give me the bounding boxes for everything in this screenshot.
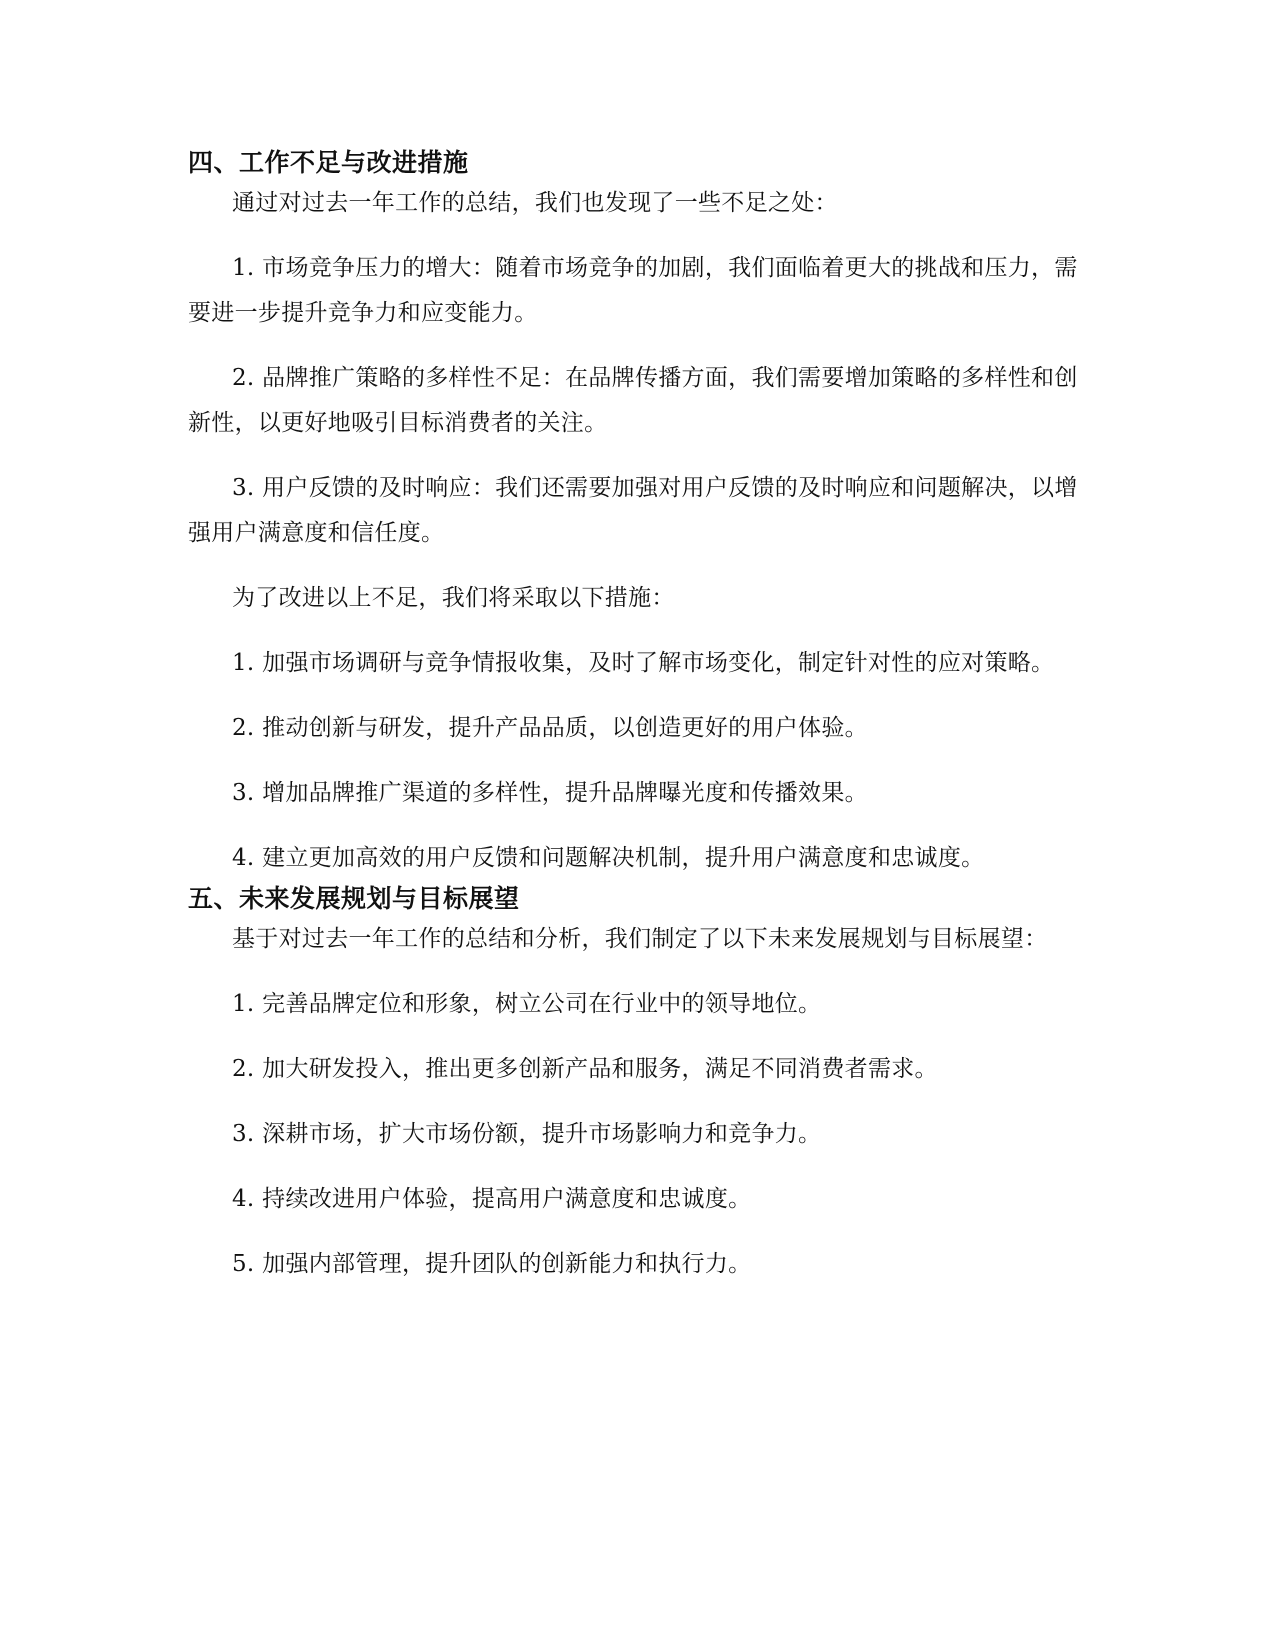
- paragraph-plan-2: 2. 加大研发投入，推出更多创新产品和服务，满足不同消费者需求。: [232, 1056, 938, 1082]
- paragraph-plan-3: 3. 深耕市场，扩大市场份额，提升市场影响力和竞争力。: [232, 1121, 822, 1147]
- paragraph-shortcoming-2: 2. 品牌推广策略的多样性不足：在品牌传播方面，我们需要增加策略的多样性和创新性，以更好地吸引目标消费者的关注。: [188, 365, 1078, 436]
- paragraph-intro: 通过对过去一年工作的总结，我们也发现了一些不足之处：: [232, 190, 838, 216]
- paragraph-shortcoming-1: 1. 市场竞争压力的增大：随着市场竞争的加剧，我们面临着更大的挑战和压力，需要进一步提升竞争力和应变能力。: [188, 255, 1078, 326]
- paragraph-measure-3: 3. 增加品牌推广渠道的多样性，提升品牌曝光度和传播效果。: [232, 780, 868, 806]
- section-heading-shortcomings: 四、工作不足与改进措施: [188, 148, 469, 177]
- document-body: [188, 145, 1088, 1287]
- paragraph-shortcoming-3: 3. 用户反馈的及时响应：我们还需要加强对用户反馈的及时响应和问题解决，以增强用户满意度和信任度。: [188, 475, 1078, 546]
- paragraph-measures-intro: 为了改进以上不足，我们将采取以下措施：: [232, 585, 675, 611]
- paragraph-measure-1: 1. 加强市场调研与竞争情报收集，及时了解市场变化，制定针对性的应对策略。: [232, 650, 1055, 676]
- paragraph-plan-intro: 基于对过去一年工作的总结和分析，我们制定了以下未来发展规划与目标展望：: [232, 926, 1048, 952]
- paragraph-measure-4: 4. 建立更加高效的用户反馈和问题解决机制，提升用户满意度和忠诚度。: [232, 845, 985, 871]
- paragraph-measure-2: 2. 推动创新与研发，提升产品品质，以创造更好的用户体验。: [232, 715, 868, 741]
- section-heading-future-plan: 五、未来发展规划与目标展望: [188, 884, 520, 913]
- paragraph-plan-1: 1. 完善品牌定位和形象，树立公司在行业中的领导地位。: [232, 991, 822, 1017]
- paragraph-plan-5: 5. 加强内部管理，提升团队的创新能力和执行力。: [232, 1251, 752, 1277]
- paragraph-plan-4: 4. 持续改进用户体验，提高用户满意度和忠诚度。: [232, 1186, 752, 1212]
